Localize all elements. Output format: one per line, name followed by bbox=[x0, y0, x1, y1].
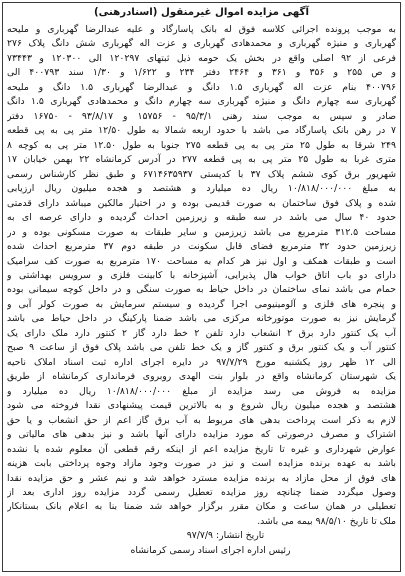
body-line: شهریور برق کوی ششم پلاک ۳۷ با کدپستی ۶۷۱۴۶۳۵۹۳۷ و طبق نظر کارشناس رسمی bbox=[7, 168, 396, 180]
body-line: تعطیلی در همان ساعت و مکان مقرر برگزار خواهد شد ضمنا بنا به اعلام بانک بستانکار bbox=[7, 501, 396, 513]
notice-title: آگهی مزایده اموال غیرمنقول (اسنادرهنی) bbox=[94, 7, 309, 18]
body-line: یک شهرستان کرمانشاه واقع در بلوار بنت الهدی روبروی فرمانداری کرمانشاه از طریق bbox=[7, 371, 396, 383]
body-line: حدود ۴۰ سال می باشد در سه طبقه و زیرزمین احداث گردیده و دارای عرصه ای به bbox=[7, 212, 396, 224]
body-line-last: ملک تا تاریخ ۹۸/۵/۱۰ بیمه می باشد. bbox=[257, 515, 396, 527]
body-line: مساحت ۳۱۲.۵ مترمربع می باشد زیرزمین و سایر طبقات به صورت مسکونی بوده و در bbox=[7, 226, 396, 238]
body-line: دارای دو باب اتاق خواب هال پذیرایی، آشپزخانه با کابینت فلزی و سرویس بهداشتی و bbox=[7, 269, 396, 281]
body-line: الی ۱۲ ظهر روز یکشنبه مورخ ۹۷/۷/۲۹ در دایره اجرای اداره ثبت اسناد املاک ناحیه bbox=[7, 356, 396, 368]
body-line: و پنجره های فلزی و آلومینیومی اجرا گردیده و سیستم سرمایش به صورت کولر آبی و bbox=[7, 298, 396, 310]
body-line: های فوق از محل مازاد به برنده مزایده مسترد خواهد شد و نیم عشر و حق مزایده نقدا bbox=[7, 472, 396, 484]
body-line: اشتراک و مصرف درصورتی که مورد مزایده دارای آنها باشد و نیز بدهی های مالیاتی و bbox=[7, 429, 396, 441]
body-line: به مبلغ ۱۰/۸۱۸/۰۰۰/۰۰۰ ریال ده میلیارد و هشتصد و هجده میلیون ریال ارزیابی bbox=[7, 183, 396, 195]
body-line: گرمایش نیز به صورت موتورخانه مرکزی می باشد ضمنا پارکینگ در داخل حیاط می باشد bbox=[7, 313, 396, 325]
signature: رئیس اداره اجرای اسناد رسمی کرمانشاه bbox=[130, 544, 291, 556]
body-line: وصول میگردد ضمنا چنانچه روز مزایده تعطیل رسمی گردد مزایده روز اداری بعد از bbox=[7, 487, 396, 498]
body-line: کنتور آب و یک کنتور برق و کنتور گاز و یک خط تلفن می باشد پلاک فوق از ساعت ۹ صبح bbox=[7, 342, 396, 354]
body-line: صادر و سپس به موجب سند رهنی ۹۵/۳/۱ - ۱۵۷۵۶ و ۹۳/۸/۱۷ - ۱۶۷۵۰ دفتر bbox=[7, 110, 396, 122]
body-line: عوارض شهرداری و غیره تا تاریخ مزایده اعم از اینکه رقم قطعی آن معلوم شده یا نشده bbox=[7, 443, 396, 455]
notice-body bbox=[7, 23, 396, 529]
body-line: به موجب پرونده اجرائی کلاسه فوق له بانک پاسارگاد و علیه عبدالرضا گهرباری و ملیحه bbox=[7, 24, 396, 35]
publish-date: تاریخ انتشار: ۹۷/۷/۹ bbox=[186, 530, 265, 542]
body-line: لازم به ذکر است پرداخت بدهی های مربوط به آب برق گاز اعم از حق انشعاب و یا حق bbox=[7, 414, 396, 426]
body-line: حمام می باشد نمای ساختمان در داخل حیاط به صورت سنگی و در داخل کوچه سیمانی بوده bbox=[7, 284, 396, 296]
notice-frame bbox=[2, 2, 401, 572]
body-line: متری غربا به طول ۲۵ متر پی به پی قطعه ۲۷۷ در آدرس کرمانشاه ۲۲ بهمن خیابان ۱۷ bbox=[7, 154, 396, 166]
body-line: شده و پلاک فوق ساختمان به صورت قدیمی بوده و در اختیار مالکین میباشد دارای قدمتی bbox=[7, 197, 396, 209]
body-line: است و طبقات همکف و اول نیز هر کدام به مساحت ۱۷۰ مترمربع به صورت کف سرامیک bbox=[7, 255, 396, 267]
body-line: ۷ در رهن بانک پاسارگاد می باشد با حدود اربعه شمالا به طول ۱۲/۵۰ متر پی به پی قطعه bbox=[7, 125, 396, 137]
body-line: مزایده به فروش می رسد مزایده از مبلغ ۱۰/۸۱۸/۰۰۰/۰۰۰ ریال ده میلیارد و bbox=[7, 385, 396, 397]
body-line: آب یک کنتور دارد برق ۲ انشعاب دارد تلفن ۲ خط دارد گاز ۲ کنتور دارد ملک دارای یک bbox=[7, 327, 396, 339]
body-line: هشتصد و هجده میلیون ریال شروع و به بالاترین قیمت پیشنهادی نقدا فروخته می شود bbox=[7, 400, 396, 412]
body-line: گهرباری سه چهارم دانگ و منیژه گهرباری سه چهارم دانگ و محمدهادی گهرباری ۱.۵ دانگ bbox=[7, 96, 396, 108]
body-line: ۴۰۰۷۹۶ بنام عزت اله گهرباری ۱.۵ دانگ و عبدالرضا گهرباری ۱.۵ دانگ و ملیحه bbox=[7, 81, 396, 93]
body-line: و ص ۲۵۵ و ۳۵۶ و ۳۶۱ و ۲۴۶۴ دفتر ۲۳۴ و ۱/۶۲۲ و ۱/۳۰ سند ۴۰۰۷۹۳ الی bbox=[7, 67, 396, 79]
body-line: ۲۴۹ شرقا به طول ۲۵ متر پی به پی قطعه ۲۷۵ جنوبا به طول ۱۲.۵۰ متر پی به کوچه ۸ bbox=[7, 139, 396, 151]
body-line: فرعی از ۹۲ اصلی واقع در بخش یک حومه ذیل ثبتهای ۱۲۰۲۹۷ الی ۱۲۰۳۰۰ و ۷۳۴۴۳ bbox=[7, 52, 396, 64]
body-line: گهرباری و منیژه گهرباری و محمدهادی گهرباری و عزت اله گهرباری شش دانگ پلاک ۲۷۶ bbox=[7, 38, 396, 50]
body-line: باشد به عهده برنده مزایده است و نیز در صورت وجود مازاد وجوه پرداختی بابت هزینه bbox=[7, 458, 396, 470]
body-line: زیرزمین حدود ۳۲ مترمربع فضای قابل سکونت در طبقه دوم ۳۷ مترمربع احداث شده bbox=[7, 241, 396, 253]
